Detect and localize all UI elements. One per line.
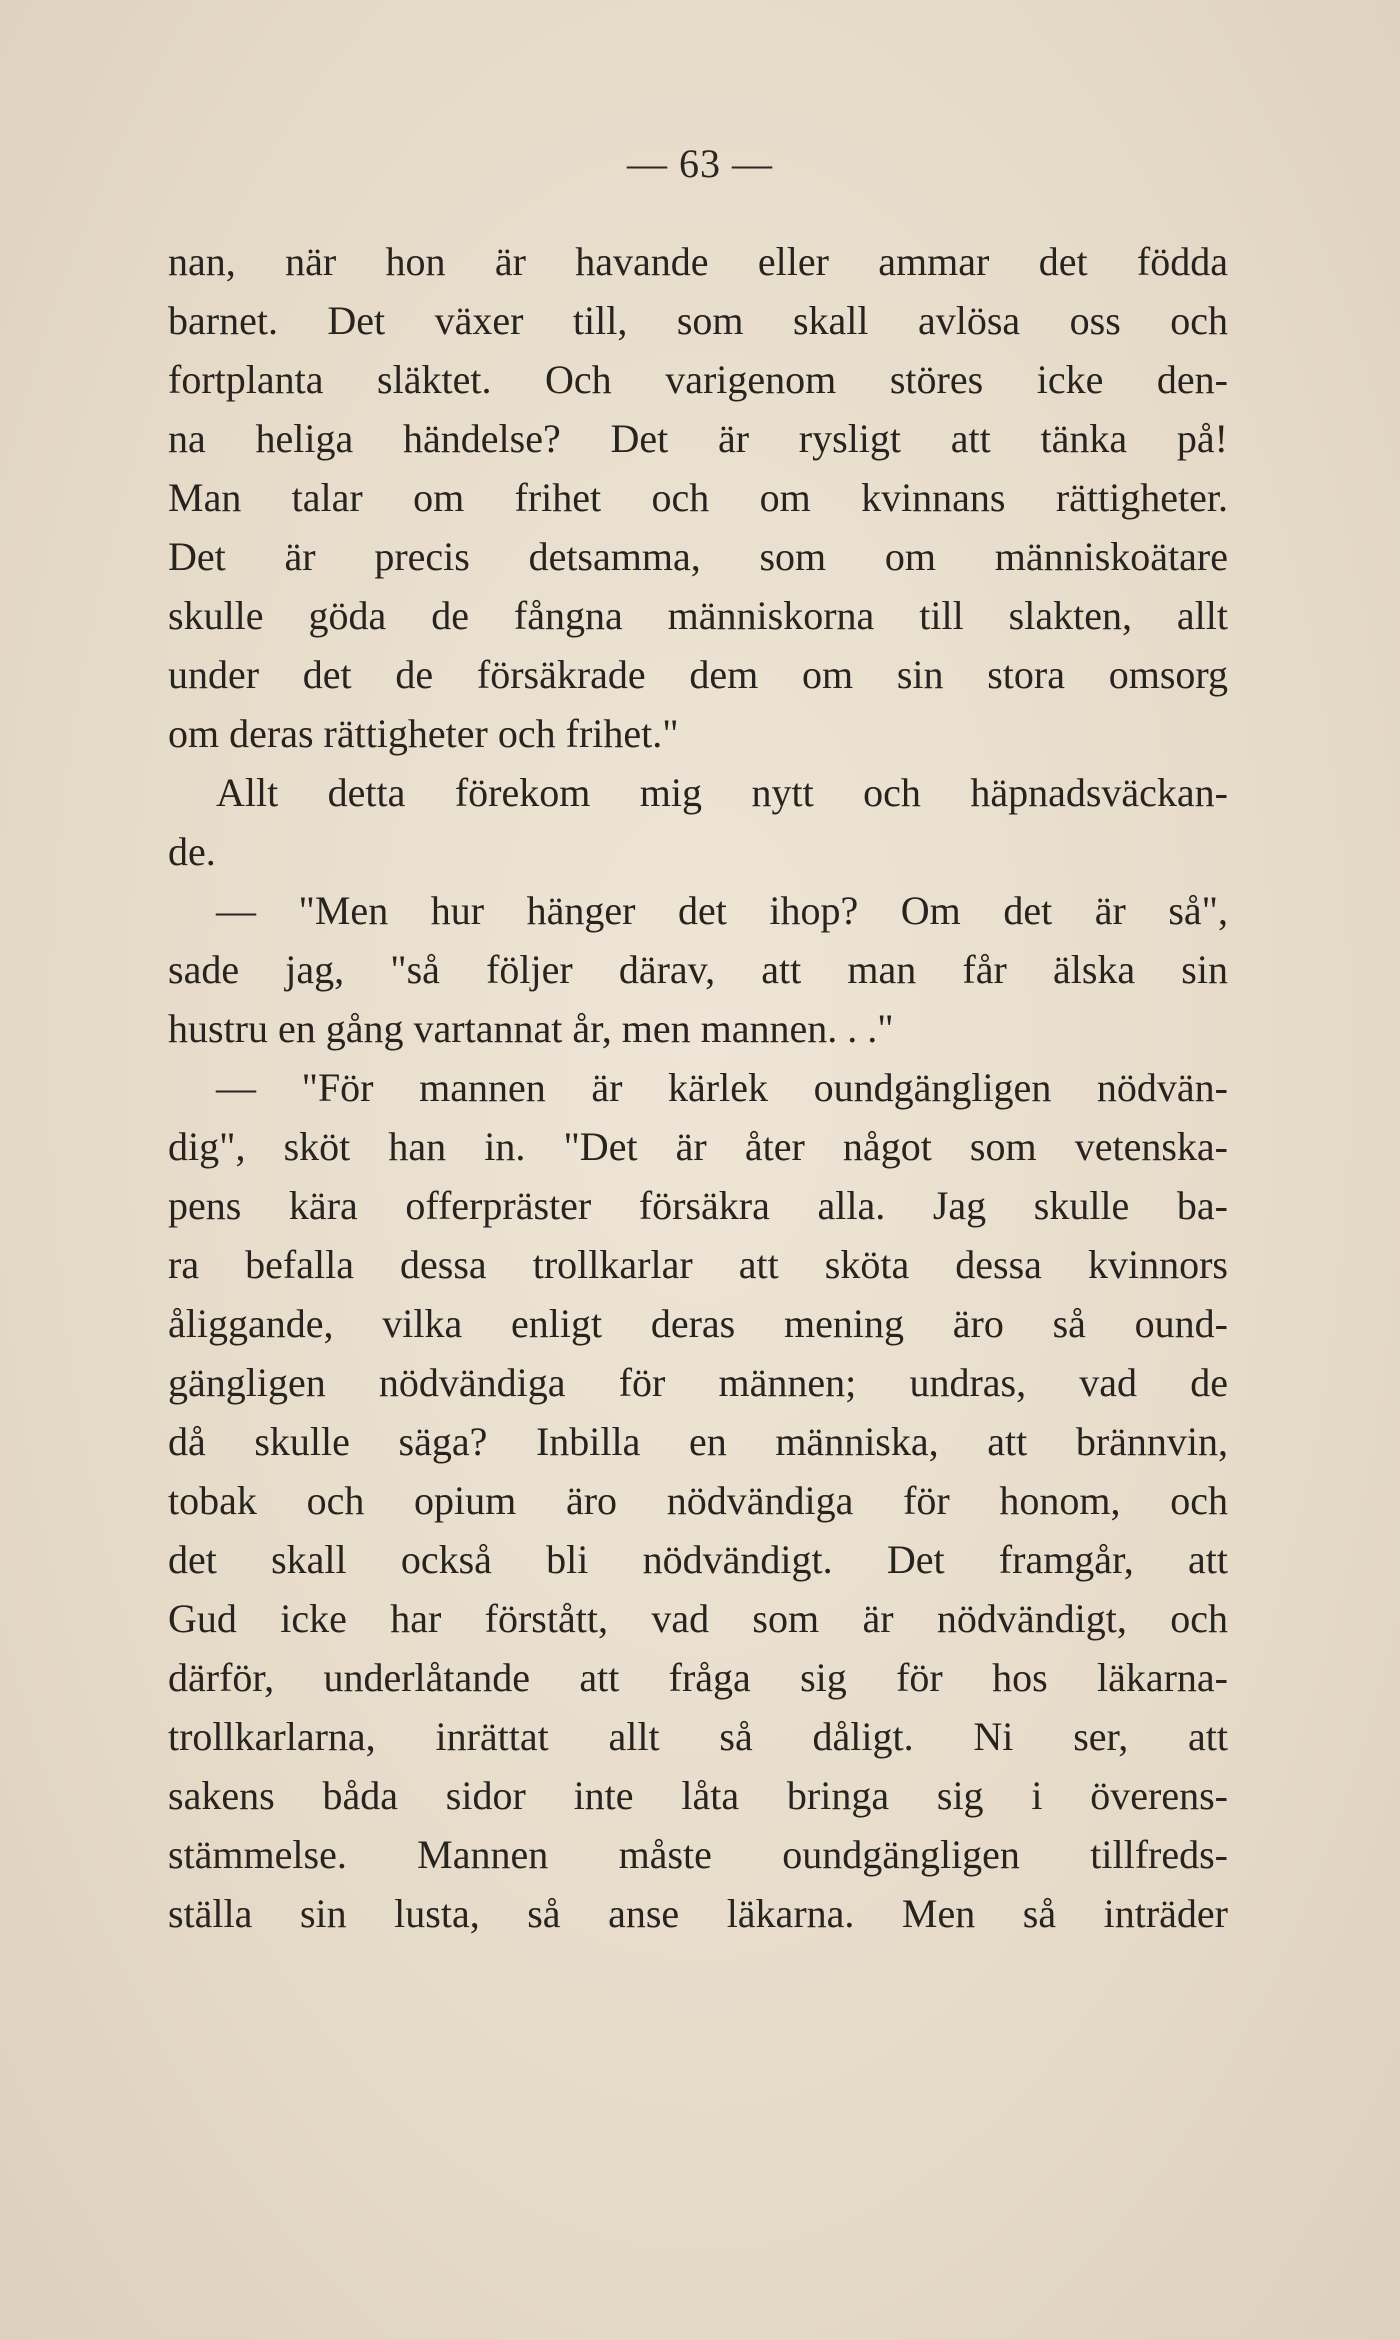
text-line: det skall också bli nödvändigt. Det framgår, att bbox=[168, 1537, 1228, 1582]
text-line: Man talar om frihet och om kvinnans rättigheter. bbox=[168, 475, 1228, 520]
text-line: barnet. Det växer till, som skall avlösa oss och bbox=[168, 298, 1228, 343]
text-line: Allt detta förekom mig nytt och häpnadsväckan- bbox=[216, 770, 1228, 815]
text-line: skulle göda de fångna människorna till slakten, allt bbox=[168, 593, 1228, 638]
text-line: Gud icke har förstått, vad som är nödvändigt, och bbox=[168, 1596, 1228, 1641]
text-line: pens kära offerpräster försäkra alla. Jag skulle ba- bbox=[168, 1183, 1228, 1228]
text-line: ställa sin lusta, så anse läkarna. Men så inträder bbox=[168, 1891, 1228, 1936]
text-line: under det de försäkrade dem om sin stora omsorg bbox=[168, 652, 1228, 697]
text-line: — "Men hur hänger det ihop? Om det är så", bbox=[216, 888, 1228, 933]
text-line: de. bbox=[168, 829, 216, 874]
text-line: sakens båda sidor inte låta bringa sig i överens- bbox=[168, 1773, 1228, 1818]
text-line: tobak och opium äro nödvändiga för honom, och bbox=[168, 1478, 1228, 1523]
text-line: därför, underlåtande att fråga sig för hos läkarna- bbox=[168, 1655, 1228, 1700]
text-line: sade jag, "så följer därav, att man får älska sin bbox=[168, 947, 1228, 992]
text-line: Det är precis detsamma, som om människoätare bbox=[168, 534, 1228, 579]
text-line: nan, när hon är havande eller ammar det födda bbox=[168, 239, 1228, 284]
text-line: då skulle säga? Inbilla en människa, att brännvin, bbox=[168, 1419, 1228, 1464]
text-line: ra befalla dessa trollkarlar att sköta dessa kvinnors bbox=[168, 1242, 1228, 1287]
text-line: na heliga händelse? Det är rysligt att tänka på! bbox=[168, 416, 1228, 461]
text-line: gängligen nödvändiga för männen; undras, vad de bbox=[168, 1360, 1228, 1405]
text-line: fortplanta släktet. Och varigenom störes icke den- bbox=[168, 357, 1228, 402]
text-line: om deras rättigheter och frihet." bbox=[168, 711, 679, 756]
text-line: dig", sköt han in. "Det är åter något som vetenska- bbox=[168, 1124, 1228, 1169]
body-text bbox=[168, 232, 1228, 1943]
page-number: — 63 — bbox=[627, 141, 773, 186]
text-line: åliggande, vilka enligt deras mening äro så ound- bbox=[168, 1301, 1228, 1346]
text-line: trollkarlarna, inrättat allt så dåligt. Ni ser, att bbox=[168, 1714, 1228, 1759]
text-line: — "För mannen är kärlek oundgängligen nödvän- bbox=[216, 1065, 1228, 1110]
text-line: hustru en gång vartannat år, men mannen. . ." bbox=[168, 1006, 894, 1051]
text-line: stämmelse. Mannen måste oundgängligen tillfreds- bbox=[168, 1832, 1228, 1877]
